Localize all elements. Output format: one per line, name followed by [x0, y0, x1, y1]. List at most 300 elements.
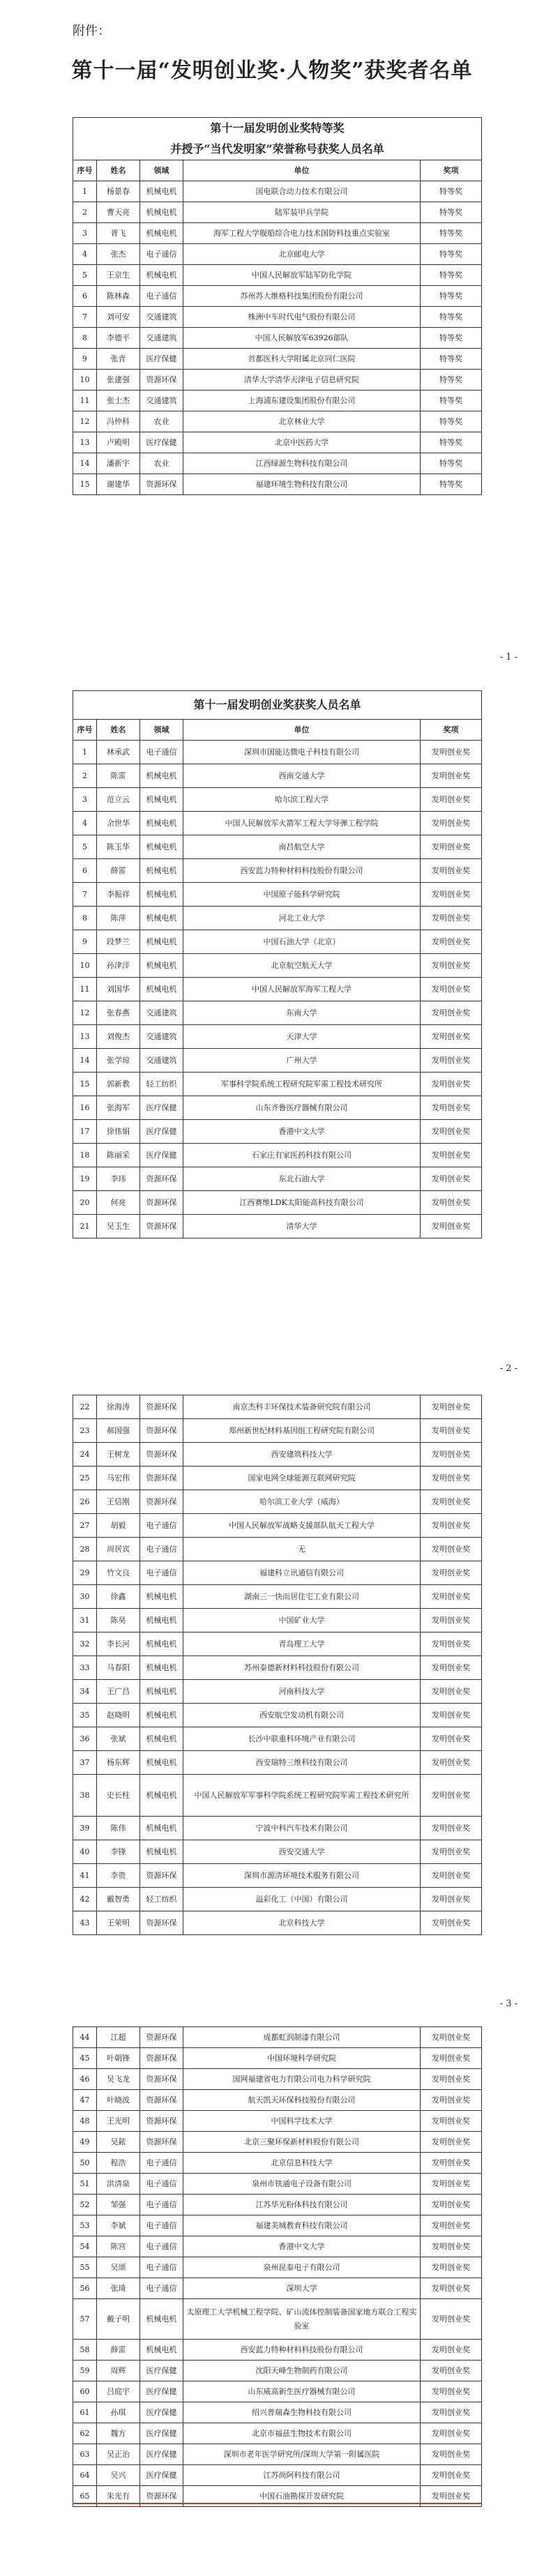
cell-field: 电子通信: [140, 2195, 183, 2215]
cell-unit: 深圳市国能达微电子科技有限公司: [183, 741, 421, 764]
cell-unit: 上海浦东建设集团股份有限公司: [183, 391, 421, 411]
cell-field: 资源环保: [140, 1215, 183, 1238]
cell-no: 10: [73, 370, 97, 391]
table-row: [73, 930, 482, 954]
cell-field: 医疗保健: [140, 2465, 183, 2486]
table-row: [73, 2174, 482, 2195]
red-divider: [73, 2503, 481, 2504]
cell-field: 资源环保: [140, 1395, 183, 1419]
cell-award: 特等奖: [421, 349, 482, 370]
cell-no: 58: [73, 2340, 97, 2361]
cell-field: 机械电机: [140, 1727, 183, 1751]
cell-unit: 西安蓝力特种材料科技股份有限公司: [183, 2340, 421, 2361]
cell-unit: 中国原子能科学研究院: [183, 883, 421, 907]
cell-award: 发明创业奖: [421, 1073, 482, 1096]
cell-name: 李锋: [97, 1840, 140, 1864]
cell-field: 机械电机: [140, 883, 183, 907]
cell-award: 发明创业奖: [421, 2215, 482, 2236]
table-row: [73, 1419, 482, 1443]
cell-name: 孙津洋: [97, 954, 140, 978]
cell-no: 9: [73, 349, 97, 370]
cell-award: 发明创业奖: [421, 2278, 482, 2299]
cell-award: 发明创业奖: [421, 764, 482, 788]
cell-no: 5: [73, 835, 97, 859]
cell-unit: 航天凯天环保科技股份有限公司: [183, 2090, 421, 2111]
cell-no: 9: [73, 930, 97, 954]
cell-award: 发明创业奖: [421, 1144, 482, 1167]
table-row: [73, 1585, 482, 1609]
table-row: [73, 741, 482, 764]
table-row: [73, 1049, 482, 1073]
cell-no: 25: [73, 1467, 97, 1490]
cell-no: 1: [73, 181, 97, 202]
cell-field: 机械电机: [140, 1656, 183, 1680]
table-row: [73, 1395, 482, 1419]
cell-unit: 东北石油大学: [183, 1167, 421, 1191]
cell-name: 陈伟: [97, 1817, 140, 1840]
cell-field: 资源环保: [140, 370, 183, 391]
cell-award: 发明创业奖: [421, 1911, 482, 1935]
cell-no: 20: [73, 1191, 97, 1215]
cell-no: 10: [73, 954, 97, 978]
cell-unit: 中国矿业大学: [183, 1609, 421, 1632]
cell-unit: 山东威高新生医疗器械有限公司: [183, 2381, 421, 2402]
table-row: [73, 1073, 482, 1096]
table-row: [73, 2236, 482, 2257]
table-row: [73, 2090, 482, 2111]
cell-award: 特等奖: [421, 307, 482, 328]
table-row: [73, 265, 482, 286]
cell-award: 特等奖: [421, 411, 482, 432]
cell-unit: 湖南三一快而居住宅工业有限公司: [183, 1585, 421, 1609]
cell-award: 发明创业奖: [421, 1419, 482, 1443]
cell-award: 发明创业奖: [421, 930, 482, 954]
cell-field: 医疗保健: [140, 1096, 183, 1120]
cell-unit: 北京航空航天大学: [183, 954, 421, 978]
cell-field: 机械电机: [140, 1609, 183, 1632]
cell-field: 机械电机: [140, 907, 183, 930]
table-row: [73, 2423, 482, 2444]
cell-field: 医疗保健: [140, 2423, 183, 2444]
cell-name: 陈丽采: [97, 1144, 140, 1167]
cell-no: 4: [73, 812, 97, 835]
cell-unit: 西安交通大学: [183, 1840, 421, 1864]
cell-no: 28: [73, 1538, 97, 1561]
cell-no: 41: [73, 1864, 97, 1888]
cell-name: 陈昊: [97, 1609, 140, 1632]
cell-award: 发明创业奖: [421, 2340, 482, 2361]
cell-award: 发明创业奖: [421, 2423, 482, 2444]
cell-award: 发明创业奖: [421, 1704, 482, 1727]
cell-field: 医疗保健: [140, 2381, 183, 2402]
table-row: [73, 1144, 482, 1167]
cell-award: 特等奖: [421, 391, 482, 411]
cell-award: 发明创业奖: [421, 1049, 482, 1073]
cell-unit: 泉州市铁通电子设备有限公司: [183, 2174, 421, 2195]
cell-name: 郝国强: [97, 1419, 140, 1443]
cell-field: 电子通信: [140, 2174, 183, 2195]
cell-name: 吴飞龙: [97, 2069, 140, 2090]
cell-field: 资源环保: [140, 2069, 183, 2090]
cell-field: 电子通信: [140, 1561, 183, 1585]
cell-unit: 西安建筑科技大学: [183, 1443, 421, 1467]
cell-award: 发明创业奖: [421, 1467, 482, 1490]
cell-name: 陈林森: [97, 286, 140, 307]
table-row: [73, 1215, 482, 1238]
cell-award: 发明创业奖: [421, 1215, 482, 1238]
cell-no: 39: [73, 1817, 97, 1840]
cell-name: 胡毅: [97, 1514, 140, 1538]
cell-award: 发明创业奖: [421, 1191, 482, 1215]
cell-field: 医疗保健: [140, 349, 183, 370]
cell-name: 刘俊杰: [97, 1025, 140, 1049]
cell-unit: 中国石油大学（北京）: [183, 930, 421, 954]
cell-no: 15: [73, 1073, 97, 1096]
cell-award: 发明创业奖: [421, 2111, 482, 2132]
cell-no: 65: [73, 2486, 97, 2507]
table-row: [73, 1191, 482, 1215]
cell-field: 机械电机: [140, 1680, 183, 1704]
cell-award: 发明创业奖: [421, 1096, 482, 1120]
table-row: [73, 1467, 482, 1490]
table-row: [73, 411, 482, 432]
cell-name: 陈玉华: [97, 835, 140, 859]
cell-field: 医疗保健: [140, 432, 183, 453]
cell-no: 4: [73, 244, 97, 265]
cell-unit: 石家庄有家医药科技有限公司: [183, 1144, 421, 1167]
cell-name: 李玮: [97, 1167, 140, 1191]
award-rows-cont: [73, 1395, 482, 1935]
cell-award: 发明创业奖: [421, 1864, 482, 1888]
cell-award: 发明创业奖: [421, 954, 482, 978]
cell-name: 张杰: [97, 244, 140, 265]
cell-award: 发明创业奖: [421, 1840, 482, 1864]
cell-award: 发明创业奖: [421, 1167, 482, 1191]
cell-field: 资源环保: [140, 474, 183, 495]
table-row: [73, 2195, 482, 2215]
cell-name: 谢建华: [97, 474, 140, 495]
cell-unit: 泉州昆泰电子有限公司: [183, 2257, 421, 2278]
table-row: [73, 286, 482, 307]
cell-no: 3: [73, 788, 97, 812]
cell-unit: 中国人民解放军海军工程大学: [183, 978, 421, 1001]
table-row: [73, 812, 482, 835]
cell-unit: 清华大学: [183, 1215, 421, 1238]
award-table-cont-wrap: [73, 1395, 481, 1935]
cell-no: 11: [73, 391, 97, 411]
table-row: [73, 1096, 482, 1120]
cell-no: 30: [73, 1585, 97, 1609]
table-row: [73, 2340, 482, 2361]
cell-field: 电子通信: [140, 244, 183, 265]
cell-award: 发明创业奖: [421, 1025, 482, 1049]
cell-name: 吴正治: [97, 2444, 140, 2465]
cell-award: 发明创业奖: [421, 1585, 482, 1609]
cell-no: 60: [73, 2381, 97, 2402]
cell-name: 曹天亮: [97, 202, 140, 223]
cell-name: 胥飞: [97, 223, 140, 244]
cell-award: 发明创业奖: [421, 2381, 482, 2402]
table-row: [73, 1888, 482, 1911]
cell-no: 55: [73, 2257, 97, 2278]
cell-field: 电子通信: [140, 2257, 183, 2278]
award-table-wrap: [73, 690, 481, 1238]
cell-no: 18: [73, 1144, 97, 1167]
cell-field: 机械电机: [140, 835, 183, 859]
table-row: [73, 1704, 482, 1727]
cell-field: 交通建筑: [140, 1001, 183, 1025]
cell-unit: 军事科学院系统工程研究院军需工程技术研究所: [183, 1073, 421, 1096]
cell-name: 范立云: [97, 788, 140, 812]
cell-field: 医疗保健: [140, 1120, 183, 1144]
table-row: [73, 1001, 482, 1025]
cell-field: 机械电机: [140, 223, 183, 244]
table-row: [73, 2132, 482, 2153]
cell-field: 机械电机: [140, 978, 183, 1001]
cell-no: 64: [73, 2465, 97, 2486]
cell-award: 发明创业奖: [421, 835, 482, 859]
cell-award: 发明创业奖: [421, 1609, 482, 1632]
cell-no: 54: [73, 2236, 97, 2257]
cell-no: 50: [73, 2153, 97, 2174]
cell-field: 医疗保健: [140, 2444, 183, 2465]
cell-no: 22: [73, 1395, 97, 1419]
col-header-name: 姓名: [97, 720, 140, 741]
cell-field: 资源环保: [140, 2111, 183, 2132]
cell-no: 26: [73, 1490, 97, 1514]
cell-field: 资源环保: [140, 2486, 183, 2507]
cell-field: 交通建筑: [140, 328, 183, 349]
table-row: [73, 907, 482, 930]
table-row: [73, 181, 482, 202]
cell-name: 王京生: [97, 265, 140, 286]
cell-name: 李斌: [97, 2215, 140, 2236]
cell-award: 发明创业奖: [421, 741, 482, 764]
col-header-unit: 单位: [183, 720, 421, 741]
cell-name: 赵晓明: [97, 1704, 140, 1727]
cell-award: 发明创业奖: [421, 1775, 482, 1817]
cell-no: 6: [73, 859, 97, 883]
cell-name: 叶朝锋: [97, 2048, 140, 2069]
cell-no: 17: [73, 1120, 97, 1144]
col-header-field: 领域: [140, 720, 183, 741]
cell-name: 张青: [97, 349, 140, 370]
cell-field: 机械电机: [140, 859, 183, 883]
cell-no: 49: [73, 2132, 97, 2153]
cell-unit: 北京科技大学: [183, 1911, 421, 1935]
cell-name: 徐鑫: [97, 1585, 140, 1609]
cell-unit: 清华大学清华天津电子信息研究院: [183, 370, 421, 391]
cell-name: 王广昌: [97, 1680, 140, 1704]
cell-no: 6: [73, 286, 97, 307]
table-row: [73, 2465, 482, 2486]
cell-award: 发明创业奖: [421, 2174, 482, 2195]
table-row: [73, 223, 482, 244]
cell-field: 机械电机: [140, 1817, 183, 1840]
table-row: [73, 349, 482, 370]
table-row: [73, 1632, 482, 1656]
table-row: [73, 328, 482, 349]
cell-no: 23: [73, 1419, 97, 1443]
special-award-title-1: 第十一届发明创业奖特等奖: [73, 118, 482, 139]
special-award-table: [73, 117, 482, 495]
cell-field: 轻工纺织: [140, 1073, 183, 1096]
table-row: [73, 244, 482, 265]
award-table-cont: [73, 1395, 482, 1935]
table-row: [73, 1751, 482, 1775]
table-row: [73, 1680, 482, 1704]
cell-name: 周居宾: [97, 1538, 140, 1561]
cell-name: 李长河: [97, 1632, 140, 1656]
cell-no: 13: [73, 1025, 97, 1049]
cell-unit: 北京中医药大学: [183, 432, 421, 453]
cell-unit: 成都虹润制漆有限公司: [183, 2027, 421, 2048]
table-row: [73, 1656, 482, 1680]
cell-name: 郭新教: [97, 1073, 140, 1096]
cell-award: 发明创业奖: [421, 907, 482, 930]
cell-unit: 株洲中车时代电气股份有限公司: [183, 307, 421, 328]
table-row: [73, 1609, 482, 1632]
cell-name: 吴玉生: [97, 1215, 140, 1238]
cell-name: 李振祥: [97, 883, 140, 907]
table-row: [73, 202, 482, 223]
cell-unit: 西安航空发动机有限公司: [183, 1704, 421, 1727]
cell-unit: 无: [183, 1538, 421, 1561]
cell-unit: 首都医科大学附属北京同仁医院: [183, 349, 421, 370]
cell-no: 8: [73, 328, 97, 349]
col-header-name: 姓名: [97, 160, 140, 181]
table-row: [73, 2299, 482, 2340]
cell-unit: 中国人民解放军63926部队: [183, 328, 421, 349]
cell-unit: 国家电网全球能源互联网研究院: [183, 1467, 421, 1490]
award-table: [73, 690, 482, 1238]
col-header-field: 领域: [140, 160, 183, 181]
col-header-no: 序号: [73, 160, 97, 181]
cell-field: 资源环保: [140, 2048, 183, 2069]
cell-field: 机械电机: [140, 1585, 183, 1609]
cell-award: 发明创业奖: [421, 2048, 482, 2069]
cell-unit: 中国人民解放军火箭军工程大学导弹工程学院: [183, 812, 421, 835]
cell-name: 吴兴: [97, 2465, 140, 2486]
cell-unit: 哈尔滨工业大学（威海）: [183, 1490, 421, 1514]
cell-field: 医疗保健: [140, 2402, 183, 2423]
cell-field: 机械电机: [140, 202, 183, 223]
cell-award: 发明创业奖: [421, 2132, 482, 2153]
cell-no: 45: [73, 2048, 97, 2069]
cell-field: 机械电机: [140, 265, 183, 286]
cell-unit: 苏州苏大维格科技集团股份有限公司: [183, 286, 421, 307]
table-row: [73, 307, 482, 328]
cell-unit: 陆军装甲兵学院: [183, 202, 421, 223]
cell-no: 2: [73, 764, 97, 788]
cell-field: 电子通信: [140, 2278, 183, 2299]
table-row: [73, 1817, 482, 1840]
cell-name: 周辉: [97, 2361, 140, 2381]
cell-field: 机械电机: [140, 764, 183, 788]
cell-unit: 南京杰科丰环保技术装备研究院有限公司: [183, 1395, 421, 1419]
cell-no: 48: [73, 2111, 97, 2132]
award-rows-cont2: [73, 2027, 482, 2507]
cell-award: 发明创业奖: [421, 978, 482, 1001]
cell-no: 14: [73, 453, 97, 474]
cell-no: 62: [73, 2423, 97, 2444]
cell-award: 发明创业奖: [421, 1490, 482, 1514]
cell-award: 发明创业奖: [421, 1817, 482, 1840]
cell-award: 发明创业奖: [421, 1727, 482, 1751]
cell-unit: 中国人民解放军陆军防化学院: [183, 265, 421, 286]
cell-no: 38: [73, 1775, 97, 1817]
cell-no: 2: [73, 202, 97, 223]
cell-field: 交通建筑: [140, 1025, 183, 1049]
cell-field: 资源环保: [140, 2090, 183, 2111]
cell-unit: 北京三聚环保新材料股份有限公司: [183, 2132, 421, 2153]
award-table-cont2: [73, 2026, 482, 2507]
table-row: [73, 2048, 482, 2069]
cell-award: 特等奖: [421, 474, 482, 495]
cell-award: 特等奖: [421, 181, 482, 202]
cell-no: 5: [73, 265, 97, 286]
cell-unit: 绍兴普瑞森生物科技有限公司: [183, 2402, 421, 2423]
cell-award: 发明创业奖: [421, 2402, 482, 2423]
table-row: [73, 2111, 482, 2132]
cell-unit: 江苏华光粉体科技有限公司: [183, 2195, 421, 2215]
award-table-title: 第十一届发明创业奖获奖人员名单: [73, 691, 482, 720]
cell-award: 特等奖: [421, 223, 482, 244]
cell-award: 特等奖: [421, 202, 482, 223]
cell-unit: 河北工业大学: [183, 907, 421, 930]
cell-field: 机械电机: [140, 812, 183, 835]
cell-no: 63: [73, 2444, 97, 2465]
cell-unit: 沈阳天峰生物制药有限公司: [183, 2361, 421, 2381]
special-award-title-2: 并授予“当代发明家”荣誉称号获奖人员名单: [73, 139, 482, 160]
cell-no: 3: [73, 223, 97, 244]
cell-unit: 郑州新世纪材料基因组工程研究院有限公司: [183, 1419, 421, 1443]
special-award-rows: [73, 181, 482, 495]
cell-no: 13: [73, 432, 97, 453]
col-header-no: 序号: [73, 720, 97, 741]
cell-unit: 中国石油勘探开发研究院: [183, 2486, 421, 2507]
cell-award: 发明创业奖: [421, 1561, 482, 1585]
cell-name: 王光明: [97, 2111, 140, 2132]
cell-field: 机械电机: [140, 1704, 183, 1727]
cell-unit: 国网福建省电力有限公司电力科学研究院: [183, 2069, 421, 2090]
cell-unit: 北京信息科技大学: [183, 2153, 421, 2174]
cell-award: 发明创业奖: [421, 2444, 482, 2465]
cell-no: 32: [73, 1632, 97, 1656]
cell-field: 资源环保: [140, 1443, 183, 1467]
cell-award: 发明创业奖: [421, 1680, 482, 1704]
cell-name: 张琦: [97, 2278, 140, 2299]
cell-name: 张建强: [97, 370, 140, 391]
cell-no: 16: [73, 1096, 97, 1120]
cell-no: 43: [73, 1911, 97, 1935]
cell-award: 发明创业奖: [421, 1120, 482, 1144]
cell-name: 程浩: [97, 2153, 140, 2174]
cell-field: 农业: [140, 453, 183, 474]
table-row: [73, 2215, 482, 2236]
cell-name: 朱光有: [97, 2486, 140, 2507]
table-header: [73, 160, 482, 181]
cell-no: 11: [73, 978, 97, 1001]
cell-no: 7: [73, 307, 97, 328]
cell-no: 46: [73, 2069, 97, 2090]
cell-unit: 深圳市源清环境技术服务有限公司: [183, 1864, 421, 1888]
cell-name: 徐海涛: [97, 1395, 140, 1419]
cell-award: 发明创业奖: [421, 788, 482, 812]
table-row: [73, 1911, 482, 1935]
cell-name: 王信刚: [97, 1490, 140, 1514]
table-row: [73, 1840, 482, 1864]
